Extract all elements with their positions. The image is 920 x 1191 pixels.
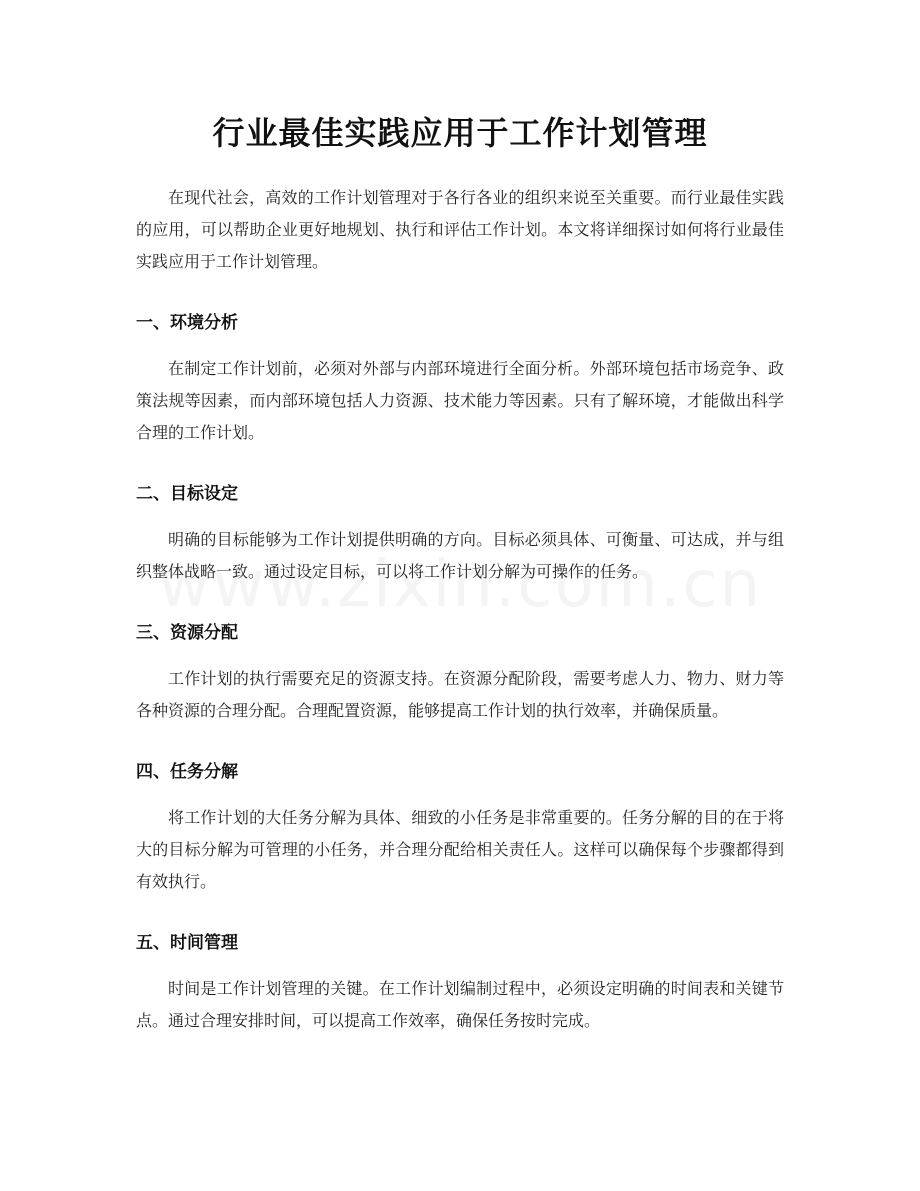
section-heading: 四、任务分解: [136, 762, 238, 782]
section-heading: 二、目标设定: [136, 484, 238, 504]
section-heading: 一、环境分析: [136, 313, 238, 333]
section-task-breakdown: [136, 760, 784, 898]
section-environment-analysis: [136, 311, 784, 449]
section-resource-allocation: [136, 621, 784, 727]
section-time-management: [136, 931, 784, 1037]
section-goal-setting: [136, 482, 784, 588]
intro-paragraph: 在现代社会，高效的工作计划管理对于各行各业的组织来说至关重要。而行业最佳实践的应用，可以帮助企业更好地规划、执行和评估工作计划。本文将详细探讨如何将行业最佳实践应用于工作计划管理。: [136, 188, 784, 271]
section-heading: 五、时间管理: [136, 933, 238, 953]
section-paragraph: 时间是工作计划管理的关键。在工作计划编制过程中，必须设定明确的时间表和关键节点。通过合理安排时间，可以提高工作效率，确保任务按时完成。: [136, 979, 784, 1030]
section-paragraph: 明确的目标能够为工作计划提供明确的方向。目标必须具体、可衡量、可达成，并与组织整体战略一致。通过设定目标，可以将工作计划分解为可操作的任务。: [136, 530, 784, 581]
section-paragraph: 工作计划的执行需要充足的资源支持。在资源分配阶段，需要考虑人力、物力、财力等各种资源的合理分配。合理配置资源，能够提高工作计划的执行效率，并确保质量。: [136, 669, 784, 720]
section-paragraph: 在制定工作计划前，必须对外部与内部环境进行全面分析。外部环境包括市场竞争、政策法规等因素，而内部环境包括人力资源、技术能力等因素。只有了解环境，才能做出科学合理的工作计划。: [136, 359, 784, 442]
document-title: 行业最佳实践应用于工作计划管理: [212, 114, 708, 152]
section-paragraph: 将工作计划的大任务分解为具体、细致的小任务是非常重要的。任务分解的目的在于将大的目标分解为可管理的小任务，并合理分配给相关责任人。这样可以确保每个步骤都得到有效执行。: [136, 808, 784, 891]
section-heading: 三、资源分配: [136, 623, 238, 643]
